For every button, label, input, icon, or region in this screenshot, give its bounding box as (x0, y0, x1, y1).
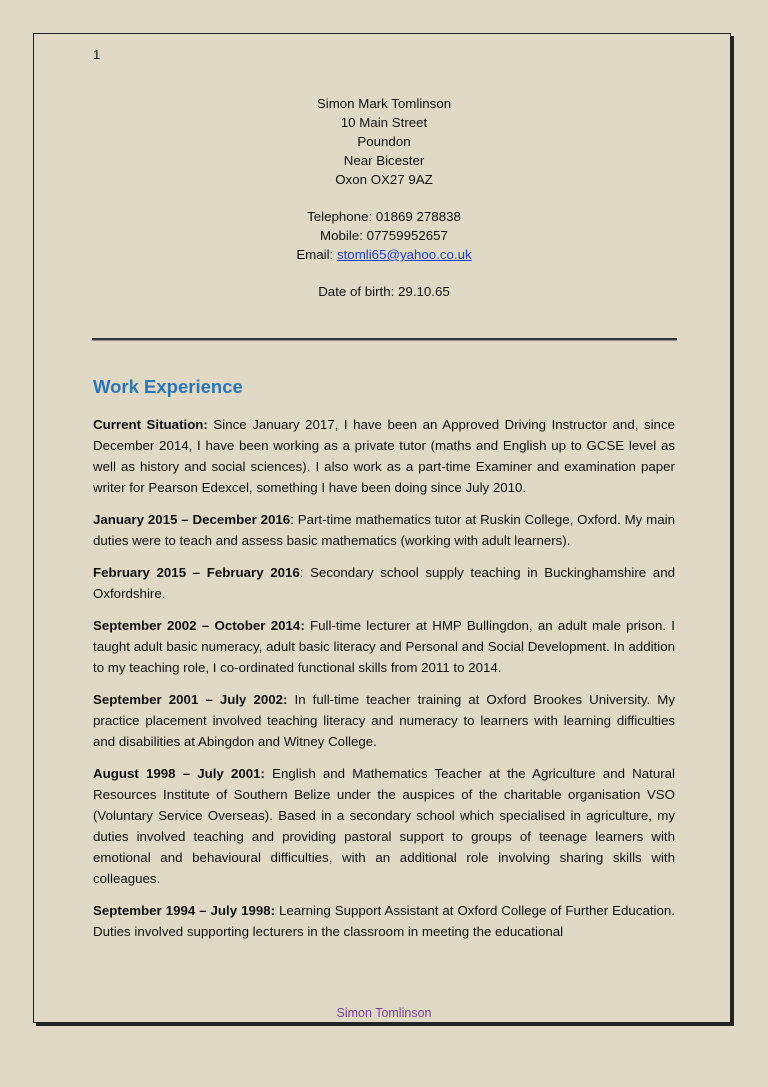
entry-heading: August 1998 – July 2001: (93, 766, 265, 781)
entry-supply-teaching (93, 562, 675, 604)
page-footer: Simon Tomlinson (336, 1006, 432, 1020)
email-label: Email: (296, 247, 337, 262)
entry-current-situation (93, 414, 675, 498)
entry-belize (93, 763, 675, 889)
entry-text: : Secondary school supply teaching in Buckinghamshire and Oxfordshire. (93, 565, 675, 601)
contact-name: Simon Mark Tomlinson (316, 96, 452, 111)
contact-block (93, 94, 675, 301)
email-line (93, 245, 675, 264)
mobile: Mobile: 07759952657 (320, 228, 448, 243)
entry-heading: February 2015 – February 2016 (93, 565, 300, 580)
entry-text: Full-time lecturer at HMP Bullingdon, an adult male prison. I taught adult basic numeracy, adult basic literacy and Personal and Social Development. In addition to my teaching role, I co-ordinated functional skills from 2011 to 2014. (93, 618, 675, 675)
entry-heading: September 1994 – July 1998: (93, 903, 276, 918)
email-link[interactable]: stomli65@yahoo.co.uk (336, 247, 472, 262)
address-line-3: Near Bicester (343, 153, 425, 168)
address-line-2: Poundon (357, 134, 411, 149)
page-number: 1 (93, 47, 101, 62)
date-of-birth: Date of birth: 29.10.65 (318, 284, 450, 299)
divider (92, 338, 677, 340)
address-line-1: 10 Main Street (340, 115, 428, 130)
entry-heading: January 2015 – December 2016 (93, 512, 291, 527)
entry-heading: September 2001 – July 2002: (93, 692, 288, 707)
entry-text: English and Mathematics Teacher at the Agriculture and Natural Resources Institute of Southern Belize under the auspices of the charitable organisation VSO (Voluntary Service Overseas). Based in a secondary school which specialised in agriculture, my duties involved teaching and providing pastoral support to groups of teenage learners with emotional and behavioural difficulties, with an additional role involving sharing skills with colleagues. (93, 766, 675, 886)
telephone: Telephone: 01869 278838 (307, 209, 461, 224)
entry-text: In full-time teacher training at Oxford Brookes University. My practice placement involved teaching literacy and numeracy to learners with learning difficulties and disabilities at Abingdon and Witney College. (93, 692, 676, 749)
entry-text: : Part-time mathematics tutor at Ruskin College, Oxford. My main duties were to teach and assess basic mathematics (working with adult learners). (93, 512, 675, 548)
entry-heading: September 2002 – October 2014: (93, 618, 305, 633)
address-line-4: Oxon OX27 9AZ (335, 172, 433, 187)
entry-heading: Current Situation: (93, 417, 208, 432)
work-experience-content (93, 414, 675, 953)
section-heading-work-experience: Work Experience (93, 376, 243, 397)
entry-hmp-bullingdon (93, 615, 675, 678)
entry-text: Since January 2017, I have been an Approved Driving Instructor and, since December 2014, I have been working as a private tutor (maths and English up to GCSE level as well as history and social sciences). I also work as a part-time Examiner and examination paper writer for Pearson Edexcel, something I have been doing since July 2010. (93, 417, 675, 495)
entry-ruskin-college (93, 509, 675, 551)
entry-learning-support (93, 900, 675, 942)
entry-teacher-training (93, 689, 675, 752)
entry-text: Learning Support Assistant at Oxford College of Further Education. Duties involved supporting lecturers in the classroom in meeting the educational (93, 903, 675, 939)
